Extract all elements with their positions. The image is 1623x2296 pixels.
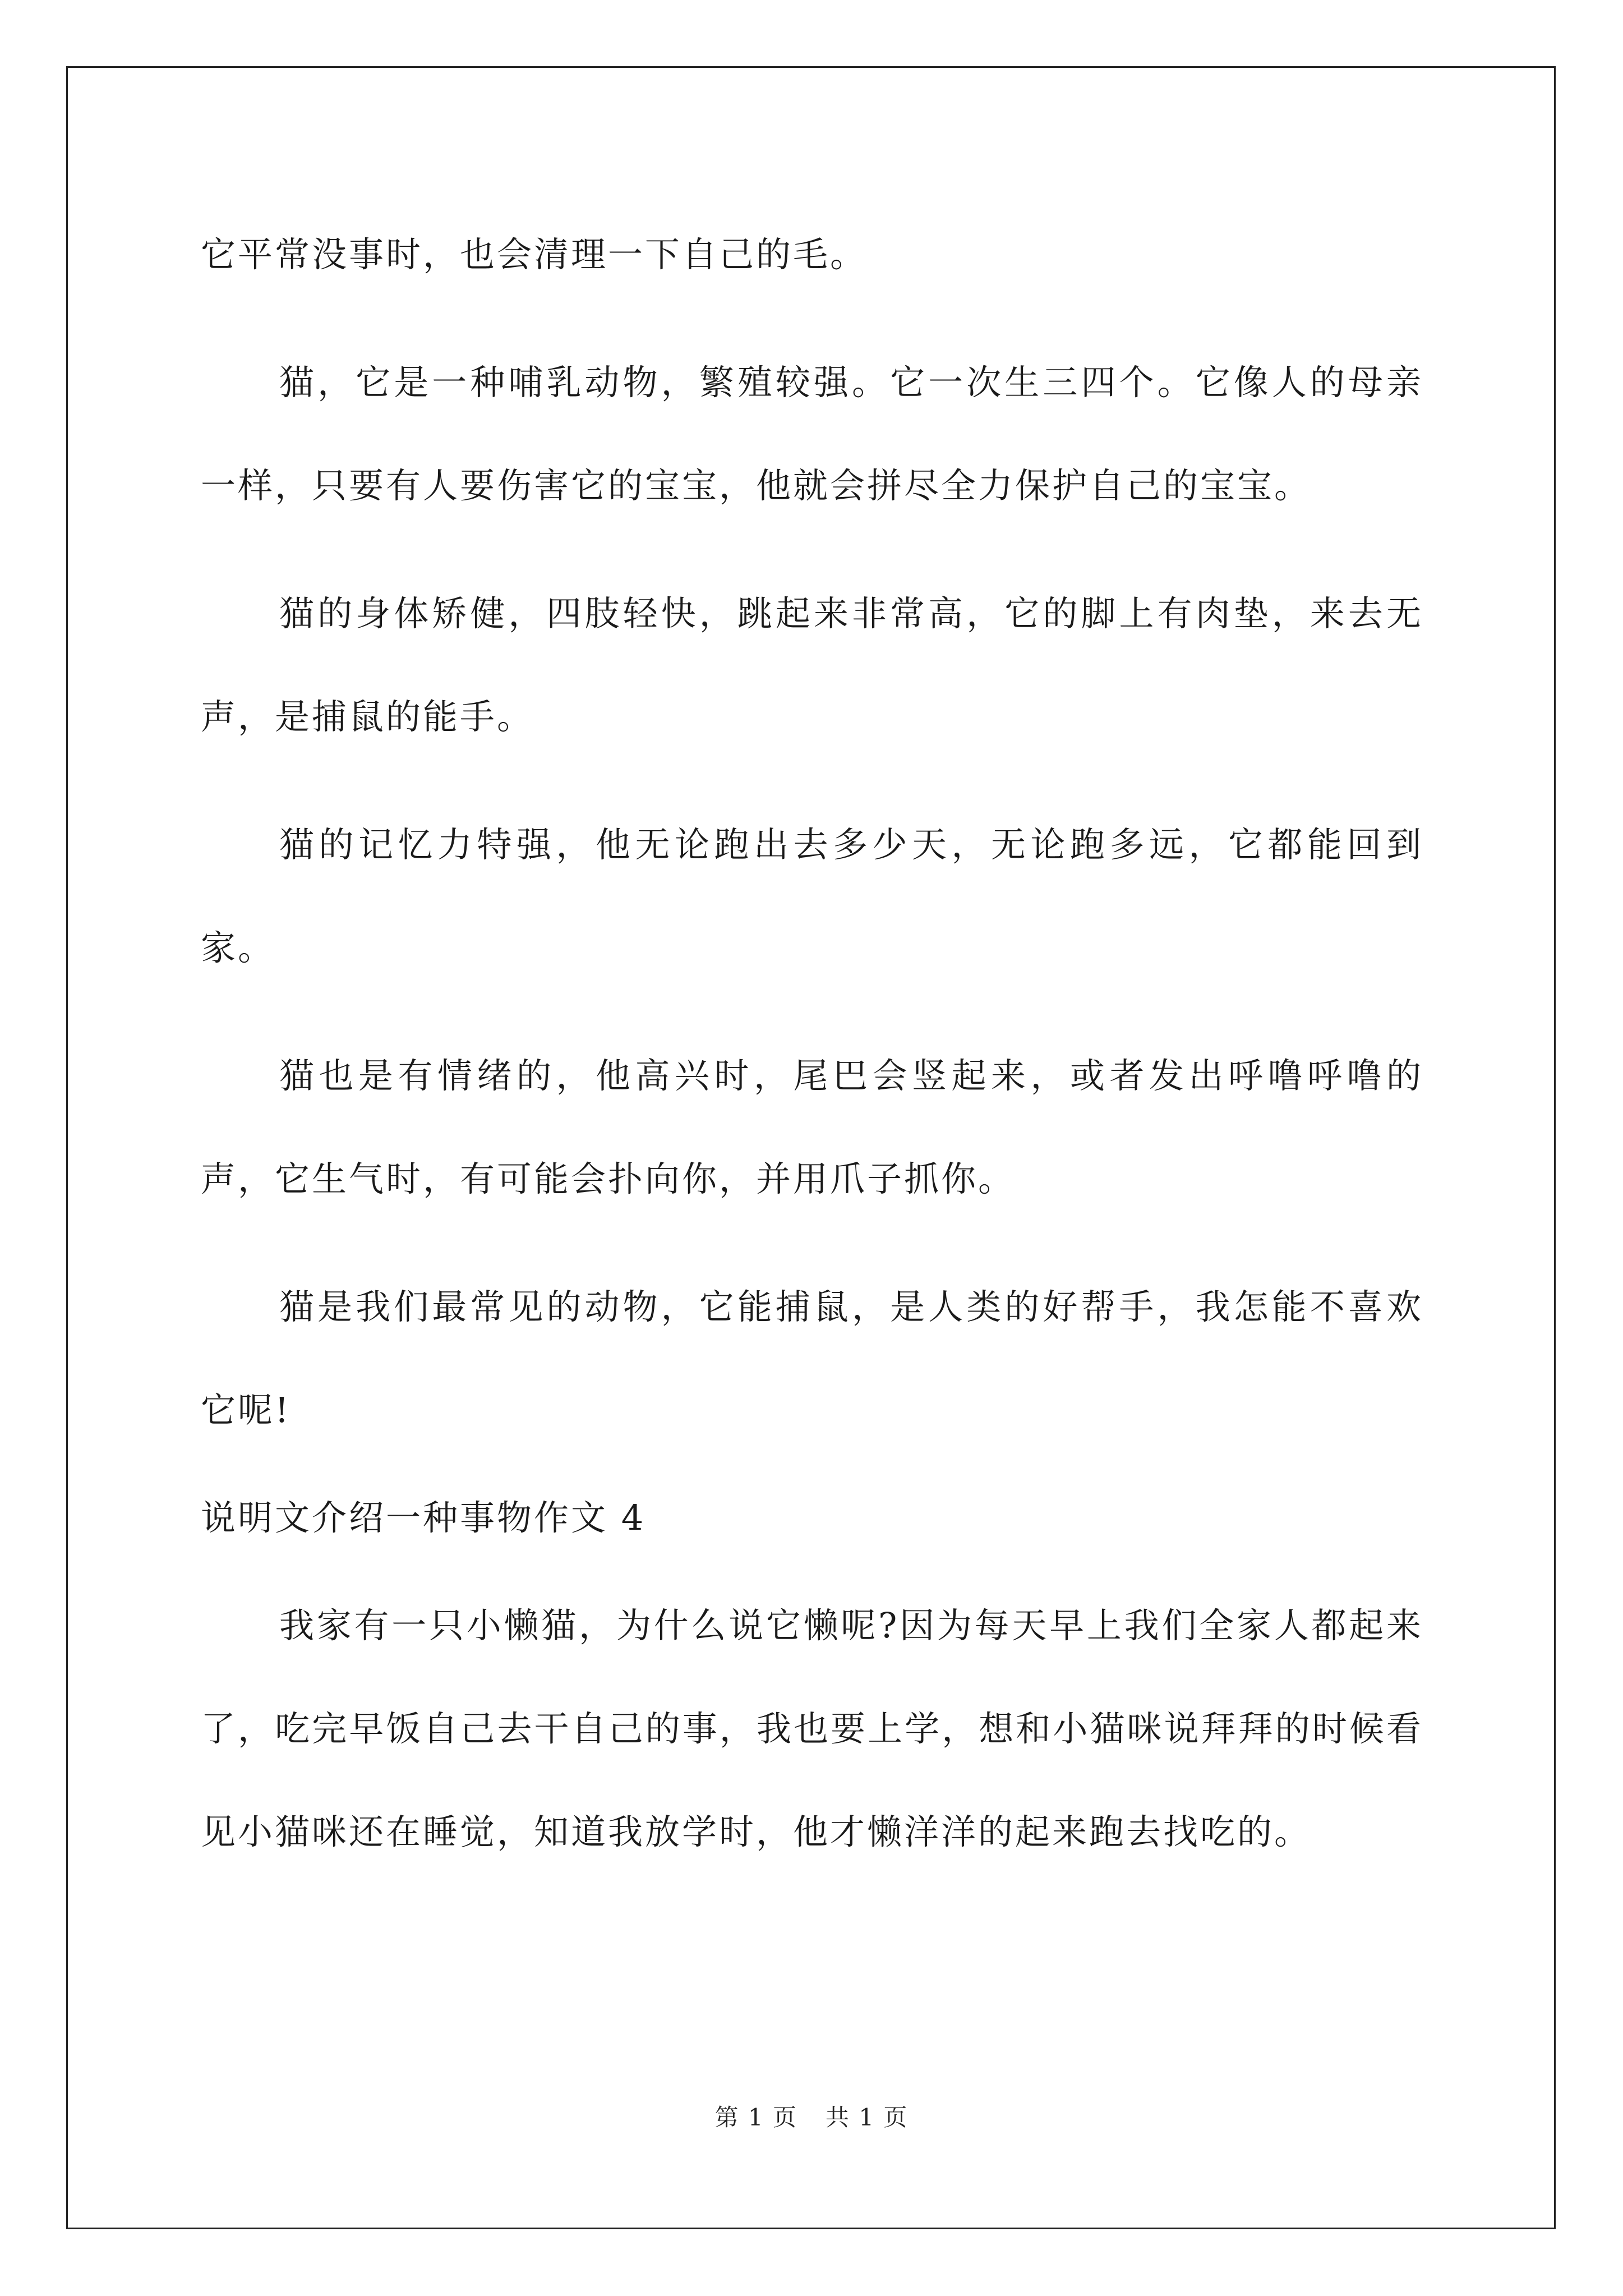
paragraph-mammal: 猫，它是一种哺乳动物，繁殖较强。它一次生三四个。它像人的母亲一样，只要有人要伤害它的宝宝，他就会拼尽全力保护自己的宝宝。	[201, 362, 1423, 506]
paragraph-continued: 它平常没事时，也会清理一下自己的毛。	[201, 234, 868, 275]
paragraph-lazy-cat: 我家有一只小懒猫，为什么说它懒呢?因为每天早上我们全家人都起来了，吃完早饭自己去干自己的事，我也要上学，想和小猫咪说拜拜的时候看见小猫咪还在睡觉，知道我放学时，他才懒洋洋的起来跑去找吃的。	[201, 1605, 1423, 1852]
page-number: 第 1 页	[714, 2104, 797, 2131]
paragraph-conclusion: 猫是我们最常见的动物，它能捕鼠，是人类的好帮手，我怎能不喜欢它呢!	[201, 1286, 1423, 1430]
paragraph-memory: 猫的记忆力特强，他无论跑出去多少天，无论跑多远，它都能回到家。	[201, 824, 1423, 968]
page-footer	[0, 2099, 1623, 2133]
document-body	[201, 203, 1423, 1908]
paragraph-body: 猫的身体矫健，四肢轻快，跳起来非常高，它的脚上有肉垫，来去无声，是捕鼠的能手。	[201, 593, 1423, 737]
section-heading: 说明文介绍一种事物作文 4	[201, 1497, 646, 1538]
page-total: 共 1 页	[826, 2104, 909, 2131]
paragraph-emotion: 猫也是有情绪的，他高兴时，尾巴会竖起来，或者发出呼噜呼噜的声，它生气时，有可能会扑向你，并用爪子抓你。	[201, 1055, 1423, 1199]
